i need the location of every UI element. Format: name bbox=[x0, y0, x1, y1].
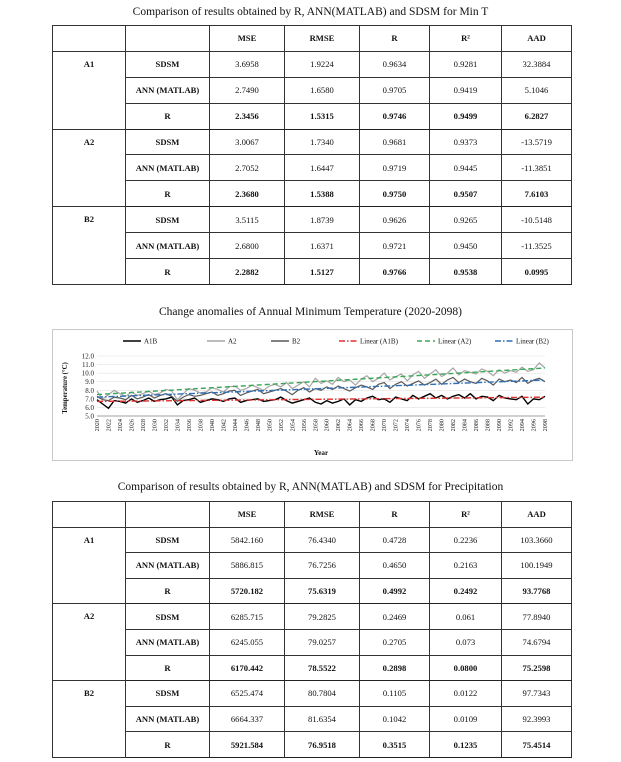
value-cell: 5886.815 bbox=[210, 553, 285, 579]
value-cell: 5842.160 bbox=[210, 527, 285, 553]
value-cell: 0.2492 bbox=[430, 578, 502, 604]
value-cell: 6170.442 bbox=[210, 655, 285, 681]
method-label: ANN (MATLAB) bbox=[126, 553, 210, 579]
value-cell: 6245.055 bbox=[210, 629, 285, 655]
method-label: SDSM bbox=[126, 527, 210, 553]
y-tick-label: 12.0 bbox=[81, 352, 94, 361]
x-tick-label: 2084 bbox=[461, 419, 469, 432]
value-cell: 0.9721 bbox=[360, 233, 430, 259]
value-cell: 0.9705 bbox=[360, 77, 430, 103]
header-row bbox=[53, 26, 572, 52]
method-label: ANN (MATLAB) bbox=[126, 706, 210, 732]
y-tick-label: 8.0 bbox=[85, 386, 94, 395]
value-cell: 75.4514 bbox=[502, 732, 572, 758]
x-tick-label: 2072 bbox=[392, 419, 400, 432]
value-cell: 0.2705 bbox=[360, 629, 430, 655]
method-label: ANN (MATLAB) bbox=[126, 77, 210, 103]
x-tick-label: 2094 bbox=[519, 419, 527, 432]
x-tick-label: 2028 bbox=[139, 419, 147, 432]
value-cell: 80.7804 bbox=[285, 681, 360, 707]
y-axis-title: Temperature (°C) bbox=[62, 362, 69, 414]
value-cell: 103.3660 bbox=[502, 527, 572, 553]
value-cell: 1.6371 bbox=[285, 233, 360, 259]
chart-caption: Change anomalies of Annual Minimum Temperature (2020-2098) bbox=[158, 306, 463, 318]
table-row bbox=[53, 155, 572, 181]
x-tick-label: 2086 bbox=[473, 419, 481, 432]
value-cell: 0.4728 bbox=[360, 527, 430, 553]
value-cell: 0.4650 bbox=[360, 553, 430, 579]
method-label: R bbox=[126, 259, 210, 285]
value-cell: 5.1046 bbox=[502, 77, 572, 103]
value-cell: 100.1949 bbox=[502, 553, 572, 579]
value-cell: 0.061 bbox=[430, 604, 502, 630]
header-empty-cell bbox=[53, 26, 126, 52]
x-tick-label: 2034 bbox=[174, 419, 182, 432]
x-tick-label: 2026 bbox=[128, 419, 136, 432]
value-cell: 75.6319 bbox=[285, 578, 360, 604]
x-tick-label: 2052 bbox=[277, 419, 285, 432]
legend-label: Linear (A1B) bbox=[360, 337, 398, 346]
table-row bbox=[53, 77, 572, 103]
value-cell: 0.9373 bbox=[430, 129, 502, 155]
x-tick-label: 2046 bbox=[243, 419, 251, 432]
value-cell: 2.3456 bbox=[210, 103, 285, 129]
x-tick-label: 2020 bbox=[94, 419, 101, 432]
x-tick-label: 2042 bbox=[220, 419, 228, 432]
value-cell: 0.9750 bbox=[360, 181, 430, 207]
method-label: ANN (MATLAB) bbox=[126, 629, 210, 655]
x-tick-label: 2096 bbox=[530, 419, 538, 432]
scenario-label: B2 bbox=[53, 207, 126, 285]
y-tick-label: 7.0 bbox=[85, 395, 94, 404]
value-cell: 0.0800 bbox=[430, 655, 502, 681]
x-tick-label: 2058 bbox=[312, 419, 320, 432]
value-cell: 3.0067 bbox=[210, 129, 285, 155]
x-axis-title: Year bbox=[313, 449, 329, 457]
x-tick-label: 2054 bbox=[289, 419, 297, 432]
column-header: RMSE bbox=[285, 502, 360, 528]
table-row bbox=[53, 706, 572, 732]
x-tick-label: 2098 bbox=[542, 419, 549, 432]
value-cell: 81.6354 bbox=[285, 706, 360, 732]
value-cell: 93.7768 bbox=[502, 578, 572, 604]
x-tick-label: 2092 bbox=[507, 419, 515, 432]
value-cell: 6.2827 bbox=[502, 103, 572, 129]
value-cell: 1.6580 bbox=[285, 77, 360, 103]
table2-caption: Comparison of results obtained by R, ANN(MATLAB) and SDSM for Precipitation bbox=[117, 481, 504, 493]
table-row bbox=[53, 732, 572, 758]
x-tick-label: 2048 bbox=[254, 419, 262, 432]
value-cell: 0.9634 bbox=[360, 51, 430, 77]
scenario-label: A1 bbox=[53, 527, 126, 604]
value-cell: 0.9265 bbox=[430, 207, 502, 233]
column-header: R bbox=[360, 26, 430, 52]
table-row bbox=[53, 527, 572, 553]
value-cell: 7.6103 bbox=[502, 181, 572, 207]
value-cell: 6525.474 bbox=[210, 681, 285, 707]
x-tick-label: 2068 bbox=[369, 419, 377, 432]
legend-label: A2 bbox=[228, 337, 237, 346]
column-header: AAD bbox=[502, 502, 572, 528]
column-header: MSE bbox=[210, 502, 285, 528]
x-tick-label: 2044 bbox=[231, 419, 239, 432]
x-tick-label: 2050 bbox=[266, 419, 274, 432]
value-cell: 1.6447 bbox=[285, 155, 360, 181]
table-row bbox=[53, 181, 572, 207]
method-label: R bbox=[126, 732, 210, 758]
y-tick-label: 10.0 bbox=[81, 369, 94, 378]
value-cell: -11.3851 bbox=[502, 155, 572, 181]
table-row bbox=[53, 629, 572, 655]
table-row bbox=[53, 129, 572, 155]
column-header: AAD bbox=[502, 26, 572, 52]
table-row bbox=[53, 103, 572, 129]
x-tick-label: 2030 bbox=[151, 419, 159, 432]
x-tick-label: 2036 bbox=[185, 419, 193, 432]
value-cell: 79.0257 bbox=[285, 629, 360, 655]
y-tick-label: 9.0 bbox=[85, 378, 94, 387]
value-cell: 0.9507 bbox=[430, 181, 502, 207]
x-tick-label: 2024 bbox=[116, 419, 124, 432]
x-tick-label: 2066 bbox=[358, 419, 366, 432]
table-row bbox=[53, 578, 572, 604]
y-tick-label: 11.0 bbox=[82, 361, 94, 370]
value-cell: 2.7490 bbox=[210, 77, 285, 103]
value-cell: 74.6794 bbox=[502, 629, 572, 655]
value-cell: 0.1235 bbox=[430, 732, 502, 758]
value-cell: 1.5315 bbox=[285, 103, 360, 129]
table-row bbox=[53, 681, 572, 707]
table-row bbox=[53, 207, 572, 233]
method-label: R bbox=[126, 578, 210, 604]
value-cell: 2.6800 bbox=[210, 233, 285, 259]
value-cell: 2.7052 bbox=[210, 155, 285, 181]
method-label: R bbox=[126, 103, 210, 129]
header-empty-cell bbox=[126, 502, 210, 528]
x-tick-label: 2022 bbox=[105, 419, 113, 432]
value-cell: 6664.337 bbox=[210, 706, 285, 732]
x-tick-label: 2060 bbox=[323, 419, 331, 432]
value-cell: -13.5719 bbox=[502, 129, 572, 155]
x-tick-label: 2082 bbox=[450, 419, 458, 432]
value-cell: 0.9538 bbox=[430, 259, 502, 285]
x-tick-label: 2062 bbox=[335, 419, 343, 432]
value-cell: 0.9445 bbox=[430, 155, 502, 181]
value-cell: 3.5115 bbox=[210, 207, 285, 233]
header-row bbox=[53, 502, 572, 528]
x-tick-label: 2090 bbox=[496, 419, 504, 432]
method-label: ANN (MATLAB) bbox=[126, 155, 210, 181]
method-label: R bbox=[126, 655, 210, 681]
value-cell: 1.7340 bbox=[285, 129, 360, 155]
value-cell: 0.9450 bbox=[430, 233, 502, 259]
table-row bbox=[53, 233, 572, 259]
value-cell: 6285.715 bbox=[210, 604, 285, 630]
value-cell: 76.4340 bbox=[285, 527, 360, 553]
value-cell: 0.9626 bbox=[360, 207, 430, 233]
value-cell: 76.7256 bbox=[285, 553, 360, 579]
legend-label: B2 bbox=[292, 337, 301, 346]
table-row bbox=[53, 51, 572, 77]
value-cell: 0.9746 bbox=[360, 103, 430, 129]
column-header: RMSE bbox=[285, 26, 360, 52]
column-header: R bbox=[360, 502, 430, 528]
value-cell: 0.9766 bbox=[360, 259, 430, 285]
value-cell: 0.9719 bbox=[360, 155, 430, 181]
value-cell: 0.0122 bbox=[430, 681, 502, 707]
x-tick-label: 2032 bbox=[162, 419, 170, 432]
x-tick-label: 2064 bbox=[346, 419, 354, 432]
value-cell: 2.3680 bbox=[210, 181, 285, 207]
value-cell: 5720.182 bbox=[210, 578, 285, 604]
method-label: SDSM bbox=[126, 207, 210, 233]
value-cell: 76.9518 bbox=[285, 732, 360, 758]
legend-label: Linear (A2) bbox=[438, 337, 472, 346]
x-tick-label: 2074 bbox=[404, 419, 412, 432]
table-row bbox=[53, 259, 572, 285]
value-cell: 0.0109 bbox=[430, 706, 502, 732]
table1-caption: Comparison of results obtained by R, ANN(MATLAB) and SDSM for Min T bbox=[132, 6, 489, 18]
method-label: R bbox=[126, 181, 210, 207]
value-cell: 0.2163 bbox=[430, 553, 502, 579]
value-cell: 5921.584 bbox=[210, 732, 285, 758]
x-tick-label: 2038 bbox=[197, 419, 205, 432]
value-cell: 1.5127 bbox=[285, 259, 360, 285]
legend-label: A1B bbox=[144, 337, 158, 346]
column-header: R² bbox=[430, 502, 502, 528]
temperature-anomaly-chart bbox=[52, 329, 573, 461]
scenario-label: A2 bbox=[53, 604, 126, 681]
value-cell: 0.9419 bbox=[430, 77, 502, 103]
method-label: SDSM bbox=[126, 681, 210, 707]
table-row bbox=[53, 553, 572, 579]
method-label: SDSM bbox=[126, 51, 210, 77]
table-row bbox=[53, 655, 572, 681]
value-cell: 97.7343 bbox=[502, 681, 572, 707]
y-tick-label: 6.0 bbox=[85, 403, 94, 412]
min-t-results-table bbox=[52, 25, 572, 285]
method-label: ANN (MATLAB) bbox=[126, 233, 210, 259]
value-cell: 0.1042 bbox=[360, 706, 430, 732]
table-row bbox=[53, 604, 572, 630]
method-label: SDSM bbox=[126, 129, 210, 155]
y-tick-label: 5.0 bbox=[85, 412, 94, 421]
method-label: SDSM bbox=[126, 604, 210, 630]
series-line-a1b bbox=[97, 394, 545, 409]
value-cell: 1.8739 bbox=[285, 207, 360, 233]
value-cell: 0.9281 bbox=[430, 51, 502, 77]
x-tick-label: 2056 bbox=[300, 419, 308, 432]
x-tick-label: 2070 bbox=[381, 419, 389, 432]
value-cell: 1.5388 bbox=[285, 181, 360, 207]
value-cell: 75.2598 bbox=[502, 655, 572, 681]
column-header: R² bbox=[430, 26, 502, 52]
scenario-label: A2 bbox=[53, 129, 126, 207]
value-cell: 0.2898 bbox=[360, 655, 430, 681]
value-cell: 77.8940 bbox=[502, 604, 572, 630]
x-tick-label: 2088 bbox=[484, 419, 492, 432]
scenario-label: A1 bbox=[53, 51, 126, 129]
value-cell: 0.0995 bbox=[502, 259, 572, 285]
value-cell: 0.2469 bbox=[360, 604, 430, 630]
value-cell: 0.9681 bbox=[360, 129, 430, 155]
value-cell: 0.2236 bbox=[430, 527, 502, 553]
value-cell: 0.3515 bbox=[360, 732, 430, 758]
header-empty-cell bbox=[53, 502, 126, 528]
value-cell: 32.3884 bbox=[502, 51, 572, 77]
chart-svg bbox=[53, 330, 572, 460]
value-cell: 79.2825 bbox=[285, 604, 360, 630]
column-header: MSE bbox=[210, 26, 285, 52]
value-cell: 0.073 bbox=[430, 629, 502, 655]
value-cell: 92.3993 bbox=[502, 706, 572, 732]
x-tick-label: 2076 bbox=[415, 419, 423, 432]
value-cell: -11.3525 bbox=[502, 233, 572, 259]
value-cell: -10.5148 bbox=[502, 207, 572, 233]
x-tick-label: 2078 bbox=[427, 419, 435, 432]
value-cell: 2.2882 bbox=[210, 259, 285, 285]
x-tick-label: 2080 bbox=[438, 419, 446, 432]
value-cell: 3.6958 bbox=[210, 51, 285, 77]
header-empty-cell bbox=[126, 26, 210, 52]
value-cell: 0.9499 bbox=[430, 103, 502, 129]
legend-label: Linear (B2) bbox=[516, 337, 549, 346]
value-cell: 78.5522 bbox=[285, 655, 360, 681]
value-cell: 0.1105 bbox=[360, 681, 430, 707]
x-tick-label: 2040 bbox=[208, 419, 216, 432]
value-cell: 1.9224 bbox=[285, 51, 360, 77]
value-cell: 0.4992 bbox=[360, 578, 430, 604]
scenario-label: B2 bbox=[53, 681, 126, 758]
precipitation-results-table bbox=[52, 501, 572, 758]
